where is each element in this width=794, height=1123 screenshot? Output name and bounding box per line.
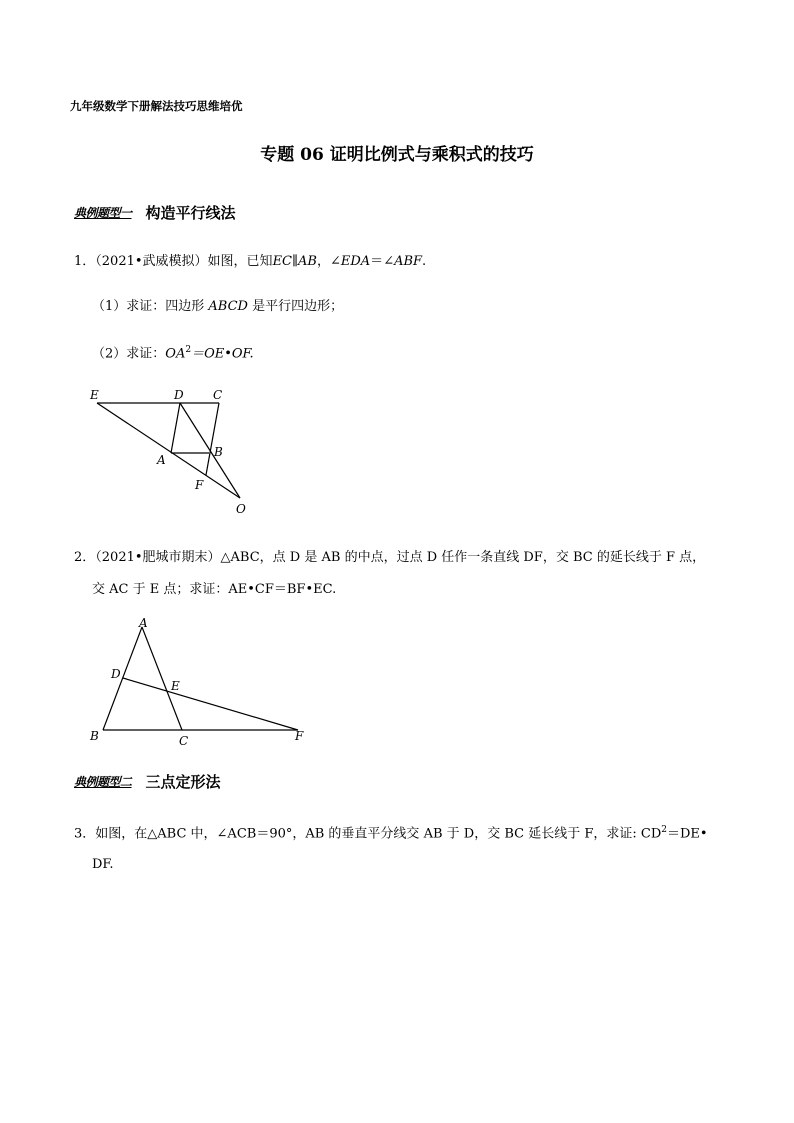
problem-3-statement: 3．如图，在△ABC 中，∠ACB＝90°，AB 的垂直平分线交 AB 于 D，交 BC 延长线于 F，求证: $CD^2=DE•$ xyxy=(74,825,708,842)
page-title: 专题 06 证明比例式与乘积式的技巧 xyxy=(260,145,534,165)
problem-2-figure xyxy=(80,612,320,752)
label-c: C xyxy=(213,388,223,402)
problem-2-statement: 2．（2021•肥城市期末）△ABC，点 D 是 AB 的中点，过点 D 任作一条直线 DF，交 BC 的延长线于 F 点， xyxy=(74,550,706,565)
document-header: 九年级数学下册解法技巧思维培优 xyxy=(70,99,243,113)
problem-1-part-1: （1）求证：四边形 ABCD 是平行四边形； xyxy=(92,299,344,314)
label-d: D xyxy=(174,388,184,402)
problem-1-figure xyxy=(80,385,270,520)
label-a: A xyxy=(157,453,166,467)
label-o: O xyxy=(236,502,246,516)
label-d: D xyxy=(111,667,121,681)
label-c: C xyxy=(179,734,189,748)
section-label: 三点定形法 xyxy=(145,773,221,791)
problem-3-statement-line-2: DF. xyxy=(92,857,114,872)
section-heading-1 xyxy=(74,202,236,223)
label-b: B xyxy=(214,445,223,459)
problem-2-statement-line-2: 交 AC 于 E 点；求证：AE•CF＝BF•EC. xyxy=(92,582,337,597)
segment-cf xyxy=(206,403,219,475)
segment-df xyxy=(123,678,298,730)
label-e: E xyxy=(90,388,99,402)
section-badge: 典例题型一 xyxy=(74,206,132,220)
section-badge: 典例题型二 xyxy=(74,775,132,789)
segment-do xyxy=(180,403,240,498)
label-b: B xyxy=(90,729,99,743)
segment-da xyxy=(171,403,180,453)
problem-1-statement: 1．（2021•武威模拟）如图，已知EC∥AB，∠EDA＝∠ABF. xyxy=(74,254,427,269)
label-a: A xyxy=(139,616,148,630)
segment-ab xyxy=(103,627,142,730)
section-label: 构造平行线法 xyxy=(145,204,236,222)
label-e: E xyxy=(171,679,180,693)
section-heading-2 xyxy=(74,771,221,792)
label-f: F xyxy=(195,478,204,492)
label-f: F xyxy=(295,729,304,743)
problem-1-part-2: （2）求证：$OA^2=OE•OF$. xyxy=(92,345,254,362)
